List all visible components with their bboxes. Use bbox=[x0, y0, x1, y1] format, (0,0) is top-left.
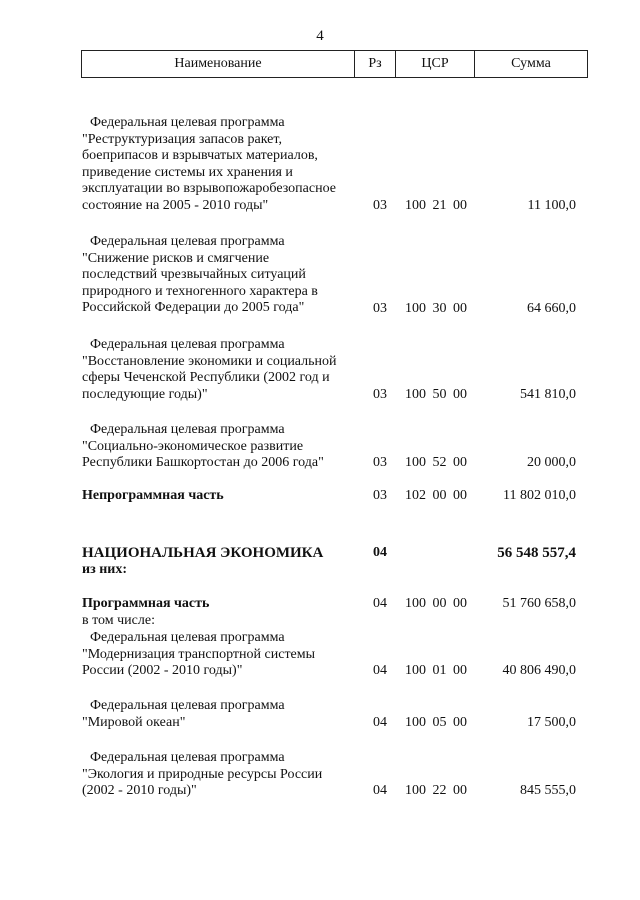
row-csr: 100 30 00 bbox=[405, 301, 467, 316]
row-title-line: последующие годы)" bbox=[82, 386, 208, 402]
row-rz: 03 bbox=[373, 387, 387, 402]
row-csr: 100 22 00 bbox=[405, 783, 467, 798]
row-title-line: "Восстановление экономики и социальной bbox=[82, 353, 337, 369]
row-title-line: (2002 - 2010 годы)" bbox=[82, 783, 197, 799]
row-title-line: Федеральная целевая программа bbox=[90, 630, 285, 645]
row-title-line: "Реструктуризация запасов ракет, bbox=[82, 131, 282, 147]
row-sum: 17 500,0 bbox=[527, 715, 576, 730]
row-rz: 03 bbox=[373, 455, 387, 470]
row-title bbox=[82, 630, 352, 680]
row-title bbox=[82, 115, 352, 215]
row-title-line: последствий чрезвычайных ситуаций bbox=[82, 267, 306, 283]
row-title bbox=[82, 545, 352, 578]
page-number: 4 bbox=[316, 28, 324, 44]
row-csr: 100 00 00 bbox=[405, 596, 467, 611]
table-header bbox=[81, 50, 588, 78]
row-title bbox=[82, 422, 352, 472]
row-rz: 04 bbox=[373, 596, 387, 611]
header-name: Наименование bbox=[174, 56, 262, 71]
row-title-line: "Модернизация транспортной системы bbox=[82, 646, 316, 662]
row-sum: 11 802 010,0 bbox=[503, 488, 576, 503]
section-title: НАЦИОНАЛЬНАЯ ЭКОНОМИКА bbox=[82, 545, 324, 561]
row-sum: 64 660,0 bbox=[527, 301, 576, 316]
row-title-line: природного и техногенного характера в bbox=[82, 283, 318, 299]
row-title-line: Федеральная целевая программа bbox=[90, 698, 285, 713]
row-title-line: Федеральная целевая программа bbox=[90, 337, 285, 352]
row-title-line: "Экология и природные ресурсы России bbox=[82, 766, 323, 782]
row-title-line: Российской Федерации до 2005 года" bbox=[82, 300, 305, 316]
row-rz: 04 bbox=[373, 663, 387, 678]
row-csr: 100 50 00 bbox=[405, 387, 467, 402]
row-title bbox=[82, 337, 352, 403]
row-title-line: Программная часть bbox=[82, 596, 210, 611]
row-rz: 04 bbox=[373, 715, 387, 730]
header-csr: ЦСР bbox=[395, 51, 474, 77]
row-title-line: в том числе: bbox=[82, 612, 155, 628]
row-sum: 20 000,0 bbox=[527, 455, 576, 470]
row-title-line: состояние на 2005 - 2010 годы" bbox=[82, 197, 269, 213]
row-title bbox=[82, 234, 352, 317]
row-csr: 102 00 00 bbox=[405, 488, 467, 503]
row-title-line: Федеральная целевая программа bbox=[90, 750, 285, 765]
row-title-line: Федеральная целевая программа bbox=[90, 422, 285, 437]
row-sum: 40 806 490,0 bbox=[502, 663, 576, 678]
row-sum: 541 810,0 bbox=[520, 387, 576, 402]
row-sum: 51 760 658,0 bbox=[502, 596, 576, 611]
row-rz: 03 bbox=[373, 488, 387, 503]
row-title-line: сферы Чеченской Республики (2002 год и bbox=[82, 370, 330, 386]
row-title bbox=[82, 698, 352, 731]
row-csr: 100 01 00 bbox=[405, 663, 467, 678]
row-title-line: из них: bbox=[82, 561, 127, 577]
row-rz: 04 bbox=[373, 783, 387, 798]
row-title-line: "Мировой океан" bbox=[82, 714, 186, 730]
row-title-line: "Социально-экономическое развитие bbox=[82, 438, 304, 454]
row-title-line: Федеральная целевая программа bbox=[90, 115, 285, 130]
row-rz: 04 bbox=[373, 545, 387, 560]
row-title bbox=[82, 488, 352, 505]
row-sum: 845 555,0 bbox=[520, 783, 576, 798]
row-title bbox=[82, 596, 352, 629]
row-title bbox=[82, 750, 352, 800]
row-title-line: приведение системы их хранения и bbox=[82, 164, 293, 180]
header-sum: Сумма bbox=[474, 51, 587, 77]
row-title-line: боеприпасов и взрывчатых материалов, bbox=[82, 148, 318, 164]
row-title-line: "Снижение рисков и смягчение bbox=[82, 250, 270, 266]
row-title-line: эксплуатации во взрывопожаробезопасное bbox=[82, 181, 336, 197]
row-csr: 100 05 00 bbox=[405, 715, 467, 730]
row-rz: 03 bbox=[373, 301, 387, 316]
row-title-line: Непрограммная часть bbox=[82, 488, 224, 503]
row-sum: 11 100,0 bbox=[527, 198, 576, 213]
header-rz: Рз bbox=[354, 51, 395, 77]
row-title-line: Федеральная целевая программа bbox=[90, 234, 285, 249]
row-title-line: России (2002 - 2010 годы)" bbox=[82, 663, 243, 679]
row-title-line: Республики Башкортостан до 2006 года" bbox=[82, 455, 324, 471]
row-sum: 56 548 557,4 bbox=[497, 545, 576, 561]
row-rz: 03 bbox=[373, 198, 387, 213]
row-csr: 100 21 00 bbox=[405, 198, 467, 213]
row-csr: 100 52 00 bbox=[405, 455, 467, 470]
